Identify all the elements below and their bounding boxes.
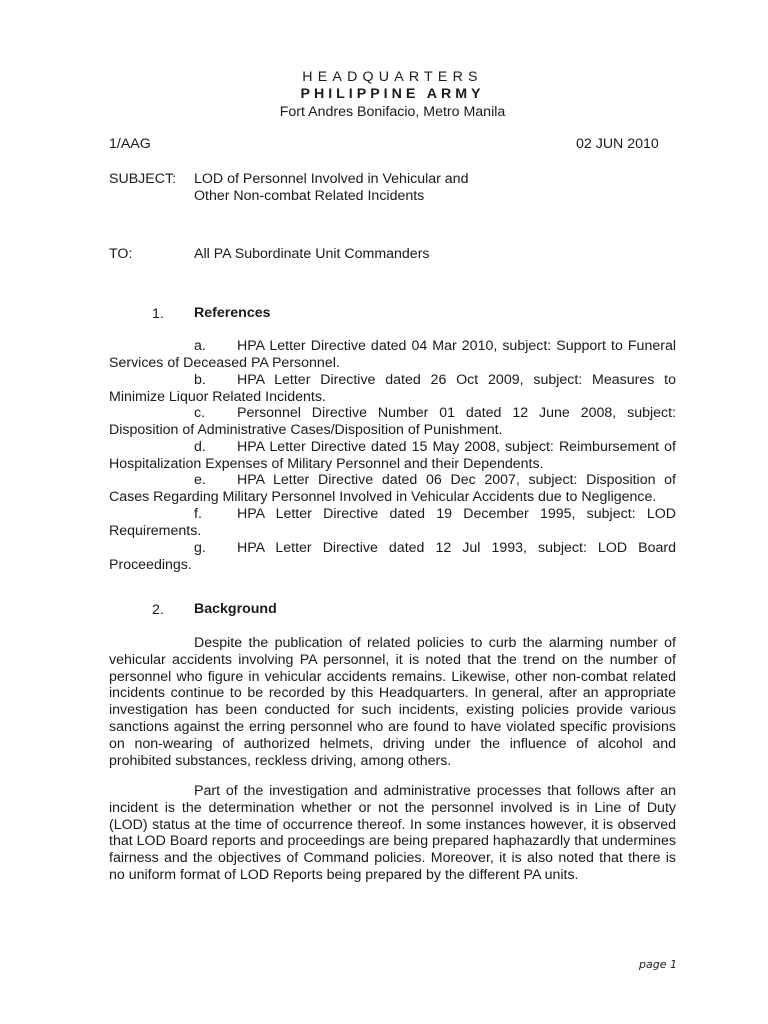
reference-label: a. xyxy=(194,338,206,354)
page-number: page 1 xyxy=(639,958,677,971)
reference-text: HPA Letter Directive dated 12 Jul 1993, subject: LOD Board Proceedings. xyxy=(109,540,676,573)
reference-text: HPA Letter Directive dated 26 Oct 2009, subject: Measures to Minimize Liquor Related Incidents. xyxy=(109,372,676,405)
reference-item-f xyxy=(109,506,676,540)
reference-text: HPA Letter Directive dated 04 Mar 2010, subject: Support to Funeral Services of Deceased PA Personnel. xyxy=(109,338,676,371)
section-2-title: Background xyxy=(194,601,277,617)
background-paragraph-2: Part of the investigation and administrative processes that follows after an incident is the determination whether or not the personnel involved is in Line of Duty (LOD) status at the time of occurrence thereof. In some instances however, it is observed that LOD Board reports and proceedings are being prepared haphazardly that undermines fairness and the objectives of Command policies. Moreover, it is also noted that there is no uniform format of LOD Reports being prepared by the different PA units. xyxy=(109,783,676,883)
reference-label: g. xyxy=(194,540,206,556)
header-location: Fort Andres Bonifacio, Metro Manila xyxy=(279,104,506,120)
section-1-title: References xyxy=(194,305,271,321)
reference-text: HPA Letter Directive dated 19 December 1995, subject: LOD Requirements. xyxy=(109,506,676,539)
reference-item-b xyxy=(109,372,676,406)
reference-label: c. xyxy=(194,405,206,421)
subject-label: SUBJECT: xyxy=(109,171,177,187)
reference-text: HPA Letter Directive dated 06 Dec 2007, subject: Disposition of Cases Regarding Military Personnel Involved in Vehicular Accidents due to Negligence. xyxy=(109,472,676,505)
document-page xyxy=(109,0,676,1024)
reference-item-c xyxy=(109,405,676,439)
reference-label: e. xyxy=(194,472,206,488)
background-paragraph-1: Despite the publication of related policies to curb the alarming number of vehicular accidents involving PA personnel, it is noted that the trend on the number of personnel who figure in vehicular accidents remains. Likewise, other non-combat related incidents continue to be recorded by this Headquarters. In general, after an appropriate investigation has been conducted for such incidents, existing policies provide various sanctions against the erring personnel who are found to have violated specific provisions on non-wearing of authorized helmets, driving under the influence of alcohol and prohibited substances, reckless driving, among others. xyxy=(109,635,676,769)
section-1-number: 1. xyxy=(152,306,164,322)
reference-text: Personnel Directive Number 01 dated 12 June 2008, subject: Disposition of Administrative Cases/Disposition of Punishment. xyxy=(109,405,676,438)
reference-label: f. xyxy=(194,506,202,522)
document-date: 02 JUN 2010 xyxy=(576,136,659,152)
to-label: TO: xyxy=(109,246,133,262)
reference-label: b. xyxy=(194,372,206,388)
to-value: All PA Subordinate Unit Commanders xyxy=(194,246,430,262)
reference-item-a xyxy=(109,338,676,372)
section-2-number: 2. xyxy=(152,602,164,618)
subject-line-2: Other Non-combat Related Incidents xyxy=(194,188,425,204)
header-philippine-army: PHILIPPINE ARMY xyxy=(300,86,485,102)
reference-code: 1/AAG xyxy=(109,136,151,152)
reference-label: d. xyxy=(194,439,206,455)
reference-item-e xyxy=(109,472,676,506)
reference-item-d xyxy=(109,439,676,473)
reference-text: HPA Letter Directive dated 15 May 2008, subject: Reimbursement of Hospitalization Expenses of Military Personnel and their Dependents. xyxy=(109,439,676,472)
subject-line-1: LOD of Personnel Involved in Vehicular and xyxy=(194,171,469,187)
header-headquarters: HEADQUARTERS xyxy=(302,69,483,85)
reference-item-g xyxy=(109,540,676,574)
